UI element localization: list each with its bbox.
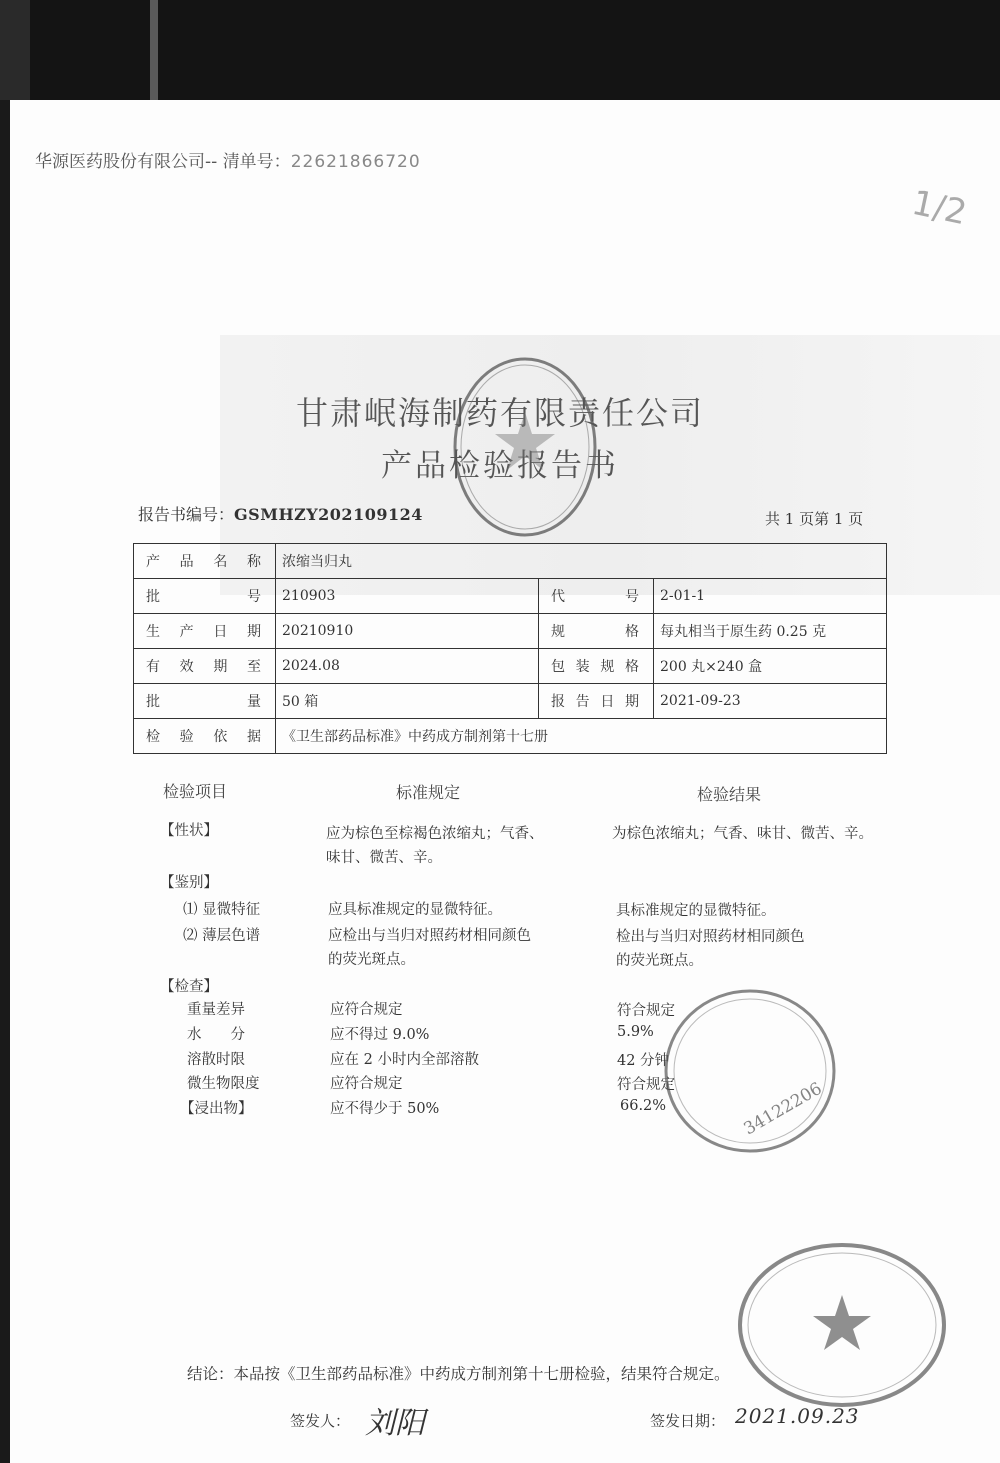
- handwritten-page-mark: 1/2: [908, 182, 971, 234]
- micro-standard: 应具标准规定的显微特征。: [328, 902, 502, 918]
- signer-label: 签发人：: [290, 1412, 351, 1430]
- appearance-result: 为棕色浓缩丸；气香、味甘、微苦、辛。: [612, 826, 873, 842]
- disintegration-result: 42 分钟: [617, 1053, 670, 1069]
- inspection-label: 【检查】: [160, 979, 218, 995]
- sign-date-label: 签发日期：: [650, 1412, 726, 1430]
- code-value: 2-01-1: [654, 579, 887, 614]
- water-label: 水 分: [187, 1027, 245, 1043]
- tlc-standard: 应检出与当归对照药材相同颜色: [328, 928, 531, 944]
- code-label: 代号: [539, 579, 654, 614]
- micro-label: ⑴ 显微特征: [183, 902, 261, 918]
- product-name-label: 产品名称: [134, 544, 276, 579]
- col-header-standard: 标准规定: [396, 783, 461, 802]
- disintegration-label: 溶散时限: [187, 1052, 245, 1068]
- page-info: 共 1 页第 1 页: [765, 510, 864, 528]
- expiry-value: 2024.08: [276, 649, 539, 684]
- weight-result: 符合规定: [617, 1003, 675, 1019]
- disintegration-standard: 应在 2 小时内全部溶散: [330, 1052, 479, 1068]
- tlc-standard: 的荧光斑点。: [328, 952, 415, 968]
- product-name-value: 浓缩当归丸: [276, 544, 887, 579]
- microbe-label: 微生物限度: [187, 1076, 260, 1092]
- weight-standard: 应符合规定: [330, 1002, 403, 1018]
- report-date-label: 报告日期: [539, 684, 654, 719]
- extract-label: 【浸出物】: [180, 1101, 253, 1117]
- col-header-result: 检验结果: [697, 785, 762, 804]
- header-list-number: 22621866720: [290, 152, 421, 172]
- spec-label: 规格: [539, 614, 654, 649]
- conclusion: 结论：本品按《卫生部药品标准》中药成方制剂第十七册检验，结果符合规定。: [187, 1365, 730, 1383]
- appearance-standard: 味甘、微苦、辛。: [326, 850, 442, 866]
- col-header-item: 检验项目: [163, 782, 228, 801]
- tlc-result: 检出与当归对照药材相同颜色: [616, 929, 805, 945]
- batch-no-label: 批号: [134, 579, 276, 614]
- tlc-label: ⑵ 薄层色谱: [183, 928, 261, 944]
- header-company: 华源医药股份有限公司--: [35, 152, 218, 172]
- weight-label: 重量差异: [187, 1002, 245, 1018]
- identification-label: 【鉴别】: [160, 875, 218, 891]
- report-number-value: GSMHZY202109124: [234, 505, 423, 524]
- report-number-label: 报告书编号：: [138, 505, 235, 524]
- batch-no-value: 210903: [276, 579, 539, 614]
- water-result: 5.9%: [617, 1024, 654, 1040]
- extract-standard: 应不得少于 50%: [330, 1101, 440, 1117]
- water-standard: 应不得过 9.0%: [330, 1027, 430, 1043]
- quantity-label: 批量: [134, 684, 276, 719]
- prod-date-value: 20210910: [276, 614, 539, 649]
- extract-result: 66.2%: [620, 1098, 667, 1114]
- tlc-result: 的荧光斑点。: [616, 953, 703, 969]
- package-value: 200 丸×240 盒: [654, 649, 887, 684]
- company-name: 甘肃岷海制药有限责任公司: [295, 394, 704, 432]
- quantity-value: 50 箱: [276, 684, 539, 719]
- appearance-label: 【性状】: [160, 823, 218, 839]
- microbe-result: 符合规定: [617, 1077, 675, 1093]
- micro-result: 具标准规定的显微特征。: [616, 903, 776, 919]
- expiry-label: 有效期至: [134, 649, 276, 684]
- document-title: 产品检验报告书: [381, 448, 619, 484]
- svg-text:34122206: 34122206: [740, 1078, 826, 1140]
- signer-signature: 刘阳: [365, 1406, 425, 1441]
- basis-value: 《卫生部药品标准》中药成方制剂第十七册: [276, 719, 887, 754]
- spec-value: 每丸相当于原生药 0.25 克: [654, 614, 887, 649]
- prod-date-label: 生产日期: [134, 614, 276, 649]
- basis-label: 检验依据: [134, 719, 276, 754]
- package-label: 包装规格: [539, 649, 654, 684]
- appearance-standard: 应为棕色至棕褐色浓缩丸；气香、: [326, 826, 544, 842]
- report-date-value: 2021-09-23: [654, 684, 887, 719]
- header-list-label: 清单号：: [222, 152, 291, 172]
- microbe-standard: 应符合规定: [330, 1076, 403, 1092]
- sign-date-handwritten: 2021.09.23: [735, 1404, 860, 1428]
